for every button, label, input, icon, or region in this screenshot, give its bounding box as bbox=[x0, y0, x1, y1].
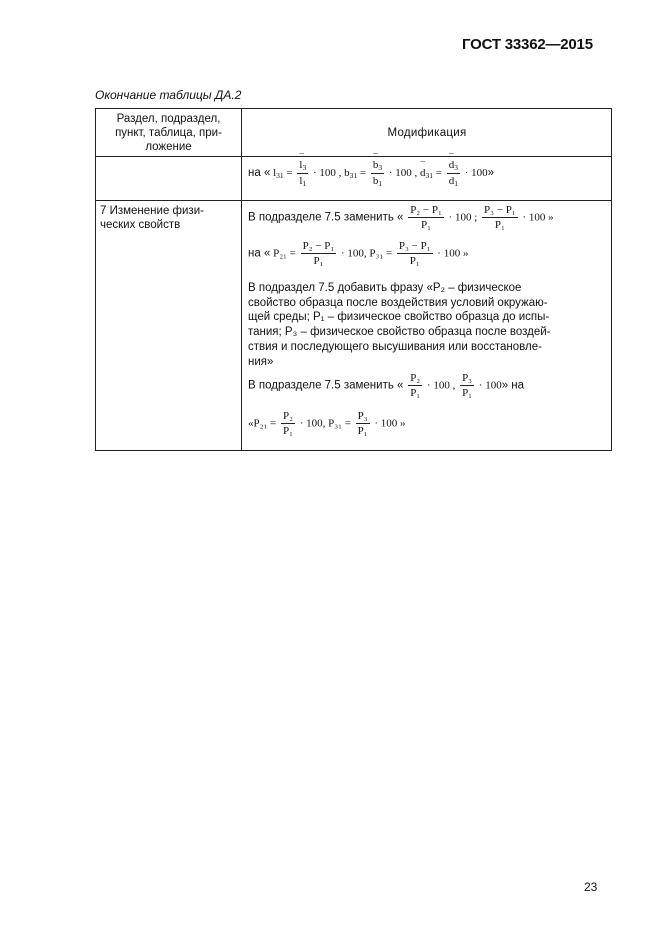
subscript: 3 bbox=[454, 163, 458, 172]
header-line: Раздел, подраздел, bbox=[116, 113, 221, 125]
numerator: P₃ bbox=[357, 410, 368, 422]
fraction bbox=[397, 241, 433, 267]
fraction bbox=[408, 205, 444, 231]
replace-formula-2: на « P₂₁ = $\frac{\text{P₂ − P₁}}{\text{P₁}}$ · 100, P₃₁ = $\frac{\text{P₃ − P₁}}{\text{P₁}}$ · 100 » bbox=[248, 240, 469, 267]
var: l bbox=[273, 166, 277, 179]
subscript: 1 bbox=[454, 178, 458, 188]
denominator: P₁ bbox=[357, 425, 368, 437]
denominator: P₁ bbox=[462, 387, 473, 399]
added-phrase bbox=[248, 281, 604, 369]
multiplier: 100 bbox=[485, 379, 502, 392]
replace-formula-1: В подразделе 7.5 заменить « $\frac{\text{P₂ − P₁}}{\text{P₁}}$ · 100 ; $\frac{\text{P₃ − P₁}}{\text{P₁}}$ · 100 » bbox=[248, 204, 554, 231]
denominator: P₁ bbox=[410, 387, 421, 399]
text-line: ния» bbox=[248, 355, 274, 368]
subscript: 31 bbox=[276, 170, 284, 180]
denominator: P₁ bbox=[494, 219, 505, 231]
multiplier: 100 bbox=[454, 211, 472, 224]
text-line: тания; P₃ – физическое свойство образца после воздей- bbox=[248, 326, 551, 339]
text-line: В подраздел 7.5 добавить фразу «P₂ – физическое bbox=[248, 282, 522, 294]
formula-text: » на bbox=[501, 379, 525, 392]
formula-text: В подразделе 7.5 заменить « bbox=[248, 211, 404, 224]
var: P₂₁ bbox=[253, 417, 268, 430]
formula-text: В подразделе 7.5 заменить « bbox=[248, 379, 404, 392]
header-line: ложение bbox=[145, 141, 192, 153]
var: l bbox=[299, 174, 303, 187]
subscript: 31 bbox=[349, 170, 358, 180]
column-divider bbox=[241, 109, 242, 450]
numerator: P₂ bbox=[410, 372, 421, 384]
numerator: P₃ − P₁ bbox=[484, 204, 516, 216]
header-line: пункт, таблица, при- bbox=[115, 127, 222, 139]
replace-formula-3: В подразделе 7.5 заменить « $\frac{\text{P₂}}{\text{P₁}}$ · 100 , $\frac{\text{P₃}}{\text{P₁}}$ · 100» на bbox=[248, 372, 525, 399]
subscript: 1 bbox=[302, 178, 307, 188]
formula-term: $l_{31}$ = bbox=[273, 166, 293, 180]
multiplier: 100 bbox=[395, 167, 412, 179]
fraction bbox=[460, 373, 474, 399]
formula-text: » bbox=[487, 166, 495, 179]
var: b bbox=[344, 166, 350, 179]
section-line: 7 Изменение физи- bbox=[100, 205, 204, 217]
section-cell bbox=[100, 204, 236, 232]
standard-code: ГОСТ 33362—2015 bbox=[462, 36, 593, 53]
subscript: 1 bbox=[378, 178, 383, 188]
table-caption: Окончание таблицы ДА.2 bbox=[95, 88, 242, 102]
denominator: P₁ bbox=[283, 425, 293, 437]
fraction bbox=[482, 205, 518, 231]
column-header-modification: Модификация bbox=[387, 126, 467, 139]
multiplier: 100 bbox=[319, 167, 336, 179]
multiplier: 100 bbox=[380, 417, 398, 430]
numerator: P₂ − P₁ bbox=[410, 204, 442, 216]
column-header-section bbox=[98, 112, 239, 154]
var: ¯ b bbox=[373, 160, 379, 171]
numerator: P₂ bbox=[283, 410, 293, 422]
modification-table bbox=[95, 108, 612, 451]
row1-formula: на « $l_{31}$ = ¯ $\frac{l_3}{l_1}$ · 100 , $b_{31}$ = ¯ $\frac{b_3}{b_1}$ · 100 , ¯ $d_{31}$ = ¯ $\frac{d_3}{d_1}$ · 100» bbox=[248, 160, 494, 187]
var: b bbox=[372, 174, 379, 187]
multiplier: 100 bbox=[306, 417, 323, 430]
multiplier: 100 bbox=[433, 379, 450, 392]
var: ¯ l bbox=[299, 160, 302, 171]
fraction bbox=[408, 373, 422, 399]
var: P₃₁ bbox=[328, 417, 342, 430]
fraction bbox=[371, 160, 384, 187]
header-divider bbox=[96, 156, 611, 157]
replace-formula-4: «P₂₁ = $\frac{\text{P₂}}{\text{P₁}}$ · 100, P₃₁ = $\frac{\text{P₃}}{\text{P₁}}$ · 100 » bbox=[248, 410, 406, 437]
subscript: 3 bbox=[302, 163, 307, 172]
multiplier: 100 bbox=[471, 166, 488, 179]
denominator: P₁ bbox=[421, 219, 431, 231]
subscript: 31 bbox=[425, 170, 433, 180]
text-line: ствия и последующего высушивания или восстановле- bbox=[248, 340, 542, 353]
formula-text: на « bbox=[248, 166, 271, 179]
formula-text: на « bbox=[248, 247, 271, 260]
fraction bbox=[356, 411, 370, 437]
fraction bbox=[447, 160, 460, 187]
var: ¯ d bbox=[449, 160, 455, 171]
var: ¯ d bbox=[420, 168, 426, 179]
numerator: P₃ bbox=[462, 372, 473, 384]
denominator: P₁ bbox=[409, 255, 420, 267]
subscript: 3 bbox=[378, 163, 383, 172]
multiplier: 100 bbox=[528, 211, 546, 224]
var: P₃₁ bbox=[369, 247, 384, 260]
row-divider bbox=[96, 200, 611, 201]
fraction bbox=[297, 160, 308, 187]
var: d bbox=[448, 174, 455, 187]
var: P₂₁ bbox=[273, 247, 287, 260]
text-line: свойство образца после воздействия условий окружаю- bbox=[248, 296, 548, 309]
text-line: щей среды; P₁ – физическое свойство образца до испы- bbox=[248, 311, 550, 324]
multiplier: 100 bbox=[347, 247, 364, 260]
page-number: 23 bbox=[584, 880, 598, 894]
denominator: P₁ bbox=[313, 255, 324, 267]
numerator: P₂ − P₁ bbox=[302, 240, 335, 252]
fraction bbox=[281, 411, 295, 437]
section-line: ческих свойств bbox=[100, 219, 181, 231]
numerator: P₃ − P₁ bbox=[398, 240, 431, 252]
fraction bbox=[301, 241, 337, 267]
multiplier: 100 bbox=[443, 247, 461, 260]
